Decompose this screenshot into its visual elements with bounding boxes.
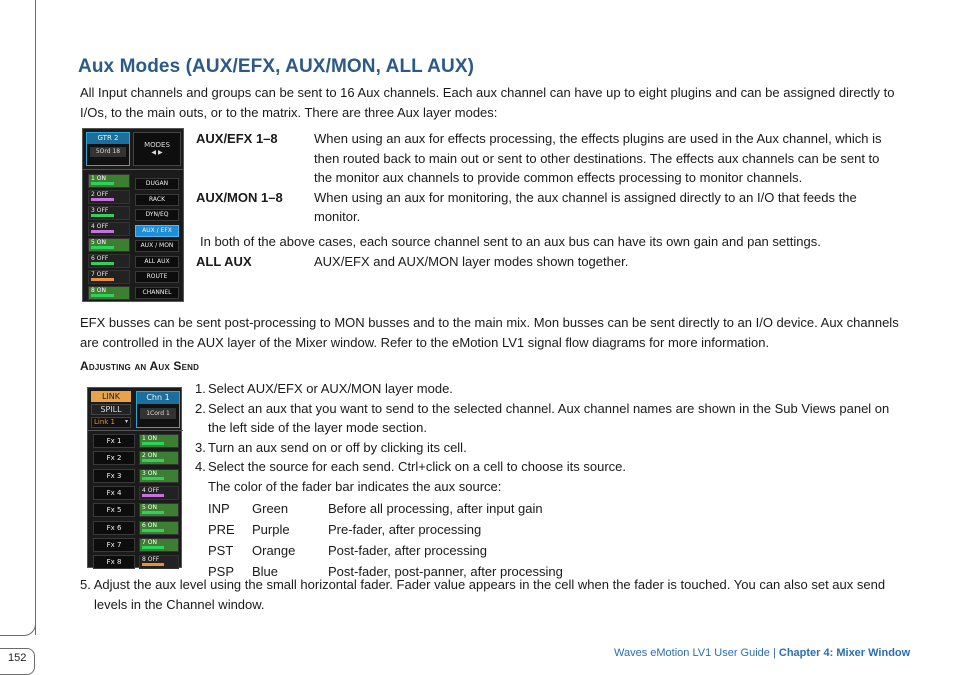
source-row	[208, 519, 900, 540]
definition-row	[196, 129, 896, 188]
source-description: Pre-fader, after processing	[328, 522, 482, 537]
link-select-value: Link 1	[94, 418, 116, 426]
step-text: Select AUX/EFX or AUX/MON layer mode.	[208, 381, 453, 396]
aux-send-fader-bar[interactable]	[142, 529, 164, 532]
aux-send-cell[interactable]	[139, 486, 179, 500]
mode-button[interactable]: AUX / MON	[135, 240, 179, 252]
aux-send-cell[interactable]	[88, 222, 130, 236]
fx-button[interactable]: Fx 5	[93, 503, 135, 517]
source-code: INP	[208, 501, 230, 516]
mode-button[interactable]: ROUTE	[135, 271, 179, 283]
definition-row	[196, 252, 896, 272]
source-description: Post-fader, after processing	[328, 543, 487, 558]
aux-send-fader-bar[interactable]	[91, 262, 114, 265]
channel-sub-label: 1Cord 1	[140, 408, 176, 419]
definition-row	[196, 188, 896, 227]
subheading: Adjusting an Aux Send	[80, 359, 200, 373]
step-item	[195, 438, 900, 458]
source-table	[208, 498, 900, 582]
step-text: Turn an aux send on or off by clicking its cell.	[208, 439, 467, 455]
fx-button[interactable]: Fx 3	[93, 469, 135, 483]
aux-send-cell-label: 5 ON	[91, 239, 106, 246]
mode-button[interactable]: RACK	[135, 194, 179, 206]
aux-send-fader-bar[interactable]	[142, 442, 164, 445]
mode-button[interactable]: CHANNEL	[135, 287, 179, 299]
aux-send-cell-label: 6 OFF	[91, 255, 109, 262]
source-description: Post-fader, post-panner, after processing	[328, 564, 563, 579]
spill-button[interactable]: SPILL	[91, 404, 131, 415]
aux-send-cell[interactable]	[88, 254, 130, 268]
mode-button[interactable]: DUGAN	[135, 178, 179, 190]
source-color: Purple	[252, 522, 290, 537]
aux-send-fader-bar[interactable]	[91, 214, 114, 217]
definition-note: In both of the above cases, each source channel sent to an aux bus can have its own gain and pan settings.	[200, 233, 821, 249]
aux-send-cell[interactable]	[139, 538, 179, 552]
source-code: PSP	[208, 564, 235, 579]
aux-send-cell[interactable]	[139, 469, 179, 483]
aux-send-cell-label: 4 OFF	[142, 486, 160, 494]
aux-send-fader-bar[interactable]	[142, 511, 164, 514]
fx-button[interactable]: Fx 6	[93, 521, 135, 535]
aux-send-cell-label: 8 ON	[91, 287, 106, 294]
aux-send-cell[interactable]	[88, 190, 130, 204]
fx-button[interactable]: Fx 4	[93, 486, 135, 500]
step-number: 3.	[195, 439, 206, 455]
aux-send-fader-bar[interactable]	[91, 198, 114, 201]
aux-send-cell-label: 6 ON	[142, 521, 157, 529]
aux-send-cell[interactable]	[139, 521, 179, 535]
source-color: Green	[252, 501, 289, 516]
source-row	[208, 498, 900, 519]
aux-send-cell[interactable]	[139, 434, 179, 448]
mode-button[interactable]: AUX / EFX	[135, 225, 179, 237]
fx-button[interactable]: Fx 1	[93, 434, 135, 448]
aux-send-fader-bar[interactable]	[142, 477, 164, 480]
definition-description: When using an aux for monitoring, the aux channel is assigned directly to an I/O that feeds the monitor.	[314, 189, 857, 224]
modes-selector[interactable]	[133, 132, 181, 166]
aux-send-fader-bar[interactable]	[142, 494, 164, 497]
aux-send-cell-label: 4 OFF	[91, 223, 109, 230]
modes-panel-screenshot	[82, 128, 184, 302]
channel-name-box	[136, 391, 180, 428]
aux-send-cell[interactable]	[139, 451, 179, 465]
step-text: Select an aux that you want to send to the selected channel. Aux channel names are shown in the Sub Views panel on the left side of the layer mode section.	[208, 400, 890, 435]
aux-send-cell-label: 5 ON	[142, 504, 157, 512]
modes-label: MODES	[144, 141, 170, 149]
step-text: Select the source for each send. Ctrl+click on a cell to choose its source.	[208, 459, 627, 474]
step-5: 5. Adjust the aux level using the small horizontal fader. Fader value appears in the cell when the fader is touched. You can also set aux send levels in the Channel window.	[80, 577, 886, 612]
page-number: 152	[8, 652, 27, 664]
mode-button[interactable]: ALL AUX	[135, 256, 179, 268]
page-footer	[614, 647, 910, 659]
aux-send-fader-bar[interactable]	[142, 563, 164, 566]
aux-send-cell[interactable]	[88, 238, 130, 252]
fx-button[interactable]: Fx 7	[93, 538, 135, 552]
aux-send-fader-bar[interactable]	[91, 230, 114, 233]
aux-send-cell[interactable]	[88, 270, 130, 284]
aux-send-cell-label: 2 ON	[142, 452, 157, 460]
aux-send-cell-label: 3 OFF	[91, 207, 109, 214]
aux-send-cell-label: 7 OFF	[91, 271, 109, 278]
fx-button[interactable]: Fx 2	[93, 451, 135, 465]
section-title: Aux Modes (AUX/EFX, AUX/MON, ALL AUX)	[78, 56, 475, 77]
aux-send-cell-label: 1 ON	[142, 435, 157, 442]
channel-sub-label: 5Ord 18	[90, 147, 126, 157]
step-item	[195, 457, 900, 477]
panel-divider	[88, 430, 183, 431]
aux-send-cell-label: 8 OFF	[142, 556, 160, 564]
aux-send-cell-label: 7 ON	[142, 538, 157, 546]
source-color: Orange	[252, 543, 296, 558]
source-row	[208, 540, 900, 561]
intro-paragraph: All Input channels and groups can be sent to 16 Aux channels. Each aux channel can have up to eight plugins and can be assigned directly to I/Os, to the main outs, or to the matrix. There are three Aux layer modes:	[80, 85, 895, 120]
steps-list	[195, 379, 900, 582]
step-number: 4.	[195, 459, 206, 474]
definition-description: When using an aux for effects processing, the effects plugins are used in the Aux channel, which is then routed back to main out or sent to other destinations. The effects aux channels can be sent to the monitor aux channels to provide common effects processing to monitor channels.	[314, 131, 882, 185]
definition-description: AUX/EFX and AUX/MON layer modes shown together.	[314, 254, 629, 269]
page-margin-line	[35, 0, 36, 635]
aux-send-fader-bar[interactable]	[91, 182, 114, 185]
aux-send-cell-label: 2 OFF	[91, 191, 109, 198]
modes-definitions	[196, 129, 896, 272]
footer-guide: Waves eMotion LV1 User Guide	[614, 647, 770, 659]
efx-paragraph: EFX busses can be sent post-processing to MON busses and to the main mix. Mon busses can be sent directly to an I/O device. Aux channels are controlled in the AUX layer of the Mixer window. Refer to the eMotion LV1 signal flow diagrams for more information.	[80, 315, 899, 350]
mode-button[interactable]: DYN/EQ	[135, 209, 179, 221]
channel-name: Chn 1	[137, 392, 179, 404]
definition-term: ALL AUX	[196, 254, 252, 269]
fx-button[interactable]: Fx 8	[93, 555, 135, 569]
source-description: Before all processing, after input gain	[328, 501, 543, 516]
channel-name-box	[86, 132, 130, 166]
step-item	[195, 399, 900, 438]
aux-send-cell[interactable]	[88, 286, 130, 300]
link-select[interactable]	[91, 417, 131, 428]
definition-term: AUX/EFX 1–8	[196, 131, 278, 146]
footer-chapter: Chapter 4: Mixer Window	[778, 647, 911, 659]
link-button[interactable]: LINK	[91, 391, 131, 402]
aux-send-cell[interactable]	[139, 555, 179, 569]
aux-sends-screenshot	[87, 387, 182, 568]
source-color: Blue	[252, 564, 279, 579]
step-subtext: The color of the fader bar indicates the aux source:	[208, 478, 502, 494]
aux-send-fader-bar[interactable]	[91, 278, 114, 281]
panel-divider	[83, 169, 183, 170]
aux-send-fader-bar[interactable]	[91, 246, 114, 249]
aux-send-cell-label: 1 ON	[91, 175, 106, 182]
aux-send-fader-bar[interactable]	[142, 546, 164, 549]
footer-separator: |	[769, 647, 779, 659]
source-code: PST	[208, 543, 234, 558]
step-item	[195, 379, 900, 399]
aux-send-cell[interactable]	[88, 206, 130, 220]
channel-name: GTR 2	[87, 133, 129, 144]
aux-send-cell[interactable]	[139, 503, 179, 517]
aux-send-cell-label: 3 ON	[142, 469, 157, 477]
chevron-down-icon: ▾	[124, 419, 128, 425]
step-number: 2.	[195, 400, 206, 416]
page-margin-curve	[0, 618, 36, 636]
step-number: 1.	[195, 381, 206, 396]
aux-send-fader-bar[interactable]	[91, 294, 114, 297]
source-code: PRE	[208, 522, 235, 537]
definition-term: AUX/MON 1–8	[196, 189, 283, 205]
aux-send-cell[interactable]	[88, 174, 130, 188]
aux-send-fader-bar[interactable]	[142, 459, 164, 462]
modes-arrows-icon[interactable]: ◀ ▶	[151, 149, 163, 156]
